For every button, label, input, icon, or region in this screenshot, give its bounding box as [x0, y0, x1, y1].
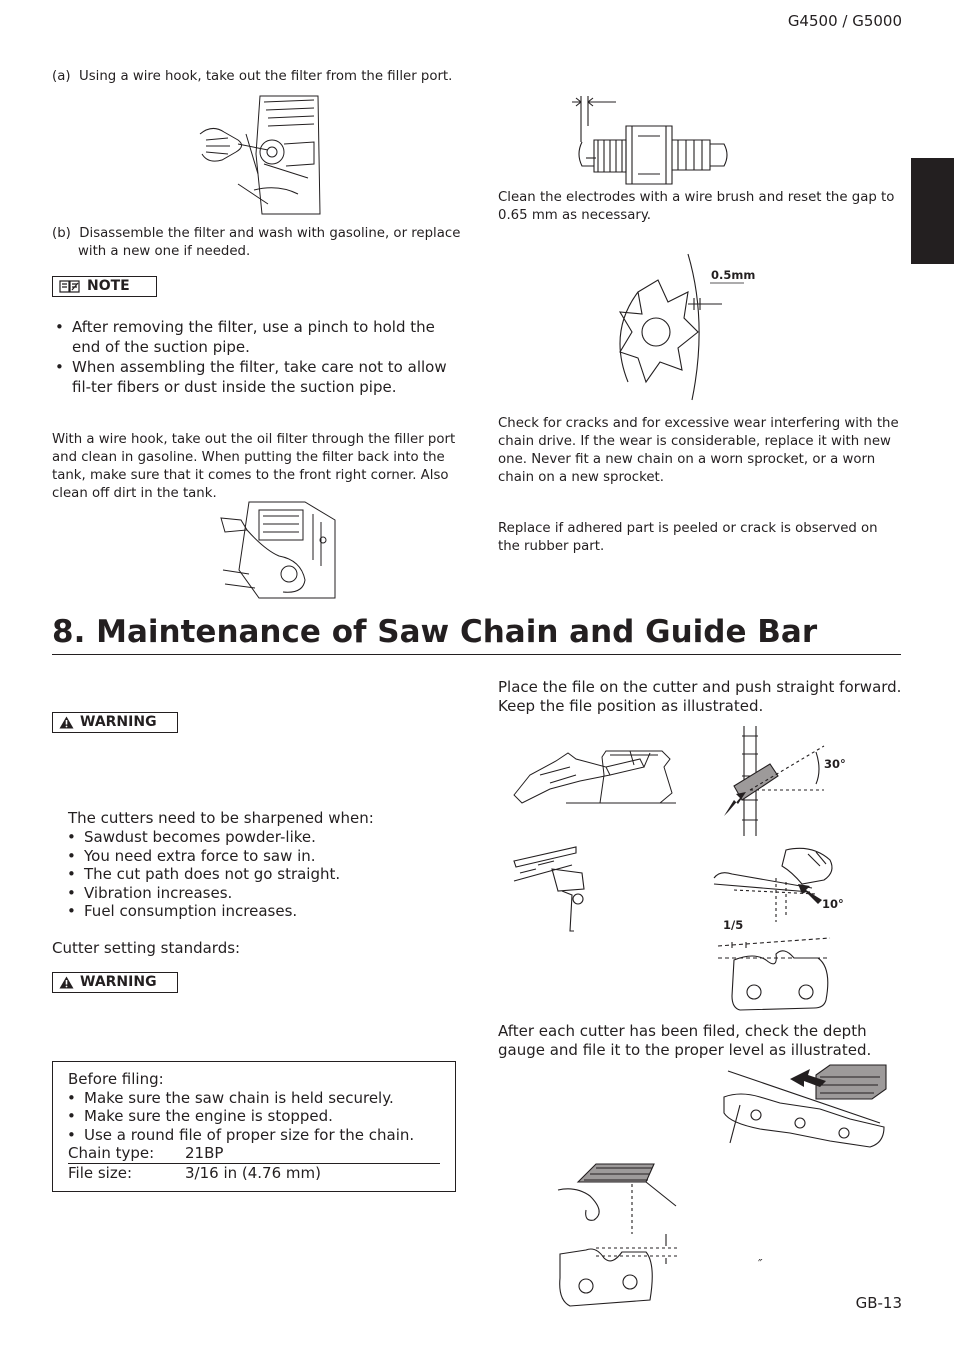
note-badge [52, 276, 157, 297]
oil-filter-text: With a wire hook, take out the oil filter through the filler port and clean in gasoline. When putting the filter back into the tank, make sure that it comes to the front right corner. Also clean off dirt in the tank. [52, 432, 456, 501]
sharpen-item: • The cut path does not go straight. [64, 865, 444, 884]
step-b-text: Disassemble the filter and wash with gasoline, or replace with a new one if needed. [78, 226, 461, 259]
sharpen-item: • Fuel consumption increases. [64, 902, 444, 921]
file-size-row [68, 1164, 440, 1183]
note-list [52, 317, 458, 397]
sharpen-intro: The cutters need to be sharpened when: [68, 809, 374, 827]
depth-gauge-tooth-figure [556, 1160, 766, 1310]
sprocket-text: Check for cracks and for excessive wear interfering with the chain drive. If the wear is considerable, replace it with new one. Never fit a new chain on a worn sprocket, or a worn chain on a new sprocket. [498, 416, 899, 485]
filter-removal-figure [198, 94, 323, 216]
chain-type-row [68, 1144, 440, 1164]
cutter-standards-label: Cutter setting standards: [52, 939, 241, 957]
angle-10-label: 10° [822, 897, 844, 911]
step-b-marker: (b) [52, 226, 71, 241]
spark-plug-figure [572, 96, 732, 176]
chain-type-value: 21BP [185, 1144, 224, 1162]
sharpen-list [64, 828, 444, 921]
box-list [64, 1089, 440, 1145]
depth-gauge-text: After each cutter has been filed, check the depth gauge and file it to the proper level as illustrated. [498, 1022, 872, 1059]
sharpen-item: • Sawdust becomes powder-like. [64, 828, 444, 847]
step-a-marker: (a) [52, 69, 71, 84]
file-angle-30-figure [720, 724, 850, 839]
warning-icon [59, 716, 74, 729]
file-instruction-text: Place the file on the cutter and push straight forward. Keep the file position as illustrated. [498, 678, 902, 715]
section-tab-marker [911, 158, 954, 264]
before-filing-box [52, 1061, 456, 1192]
fraction-label: 1/5 [723, 918, 744, 932]
sprocket-figure [598, 252, 758, 402]
box-item: • Make sure the engine is stopped. [64, 1107, 440, 1126]
angle-30-label: 30° [824, 757, 846, 771]
warning-label: WARNING [80, 714, 157, 730]
warning-label: WARNING [80, 974, 157, 990]
sharpen-item: • You need extra force to saw in. [64, 847, 444, 866]
note-item: • After removing the filter, use a pinch to hold the end of the suction pipe. [52, 317, 458, 357]
warning-badge-1 [52, 712, 178, 733]
file-angle-10-figure [712, 842, 852, 922]
section-heading: 8. Maintenance of Saw Chain and Guide Bar [52, 612, 901, 655]
note-label: NOTE [87, 278, 130, 294]
warning-badge-2 [52, 972, 178, 993]
page-number: GB-13 [855, 1294, 902, 1312]
vise-figure [512, 843, 592, 933]
box-title: Before filing: [68, 1070, 164, 1088]
note-item: • When assembling the filter, take care not to allow fil-ter fibers or dust inside the suction pipe. [52, 357, 458, 397]
box-item: • Use a round file of proper size for the chain. [64, 1126, 440, 1145]
chainsaw-stump-figure [510, 745, 678, 807]
note-icon [59, 280, 81, 293]
sharpen-item: • Vibration increases. [64, 884, 444, 903]
box-item: • Make sure the saw chain is held securely. [64, 1089, 440, 1108]
step-a [52, 68, 488, 86]
step-b [52, 225, 488, 261]
spark-plug-text: Clean the electrodes with a wire brush and reset the gap to 0.65 mm as necessary. [498, 190, 895, 223]
model-number: G4500 / G5000 [787, 12, 902, 30]
cutter-tooth-figure [714, 916, 834, 1016]
file-size-value: 3/16 in (4.76 mm) [185, 1163, 321, 1182]
rubber-text: Replace if adhered part is peeled or crack is observed on the rubber part. [498, 521, 878, 554]
file-size-label: File size: [68, 1163, 133, 1182]
warning-icon [59, 976, 74, 989]
step-a-text: Using a wire hook, take out the filter from the filler port. [79, 69, 453, 84]
depth-gauge-figure [720, 1063, 888, 1153]
inch-mark: ″ [758, 1257, 763, 1271]
sprocket-gap-label: 0.5mm [711, 268, 756, 282]
chain-type-label: Chain type: [68, 1144, 155, 1162]
oil-filter-figure [219, 500, 337, 600]
